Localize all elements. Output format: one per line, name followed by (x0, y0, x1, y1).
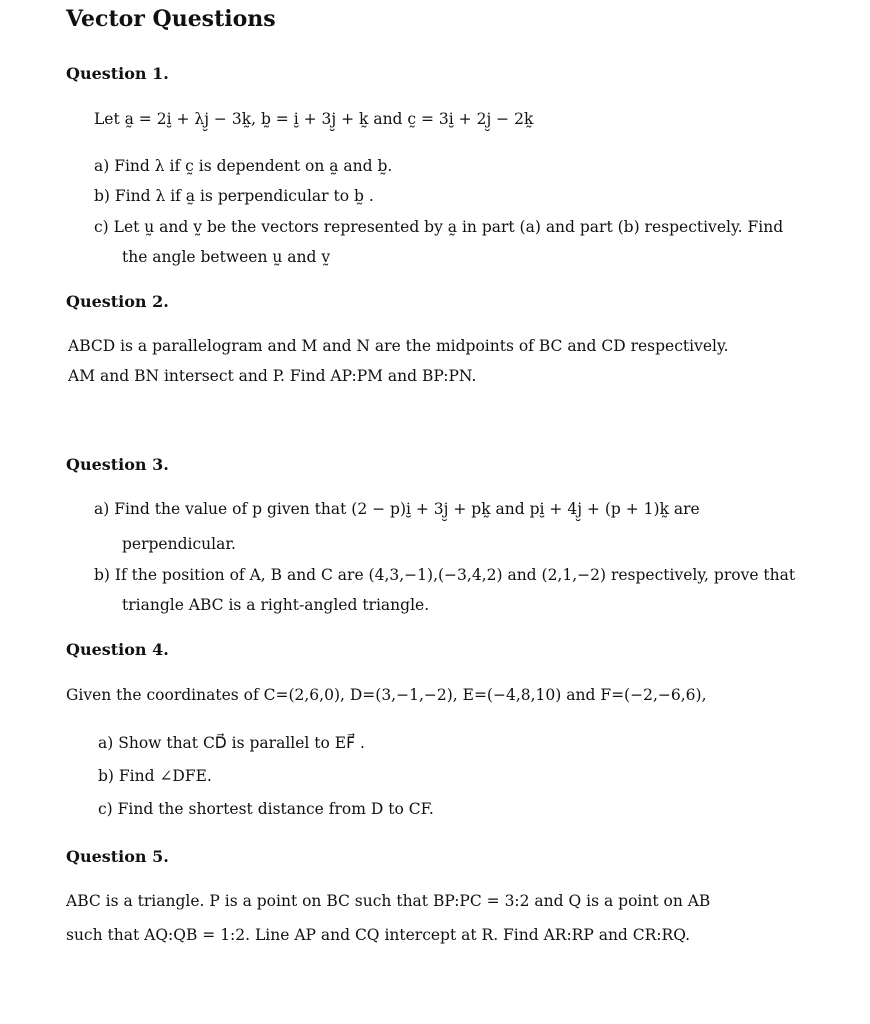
question-3-part-a: a) Find the value of p given that (2 − p)i̮ + 3j̮ + pk̰ and pi̮ + 4j̮ + (p + 1)k̰ are (94, 500, 700, 518)
question-2-heading: Question 2. (66, 292, 169, 311)
question-2-line-2: AM and BN intersect and P. Find AP:PM and BP:PN. (68, 367, 477, 385)
question-3-heading: Question 3. (66, 455, 169, 474)
page-title: Vector Questions (66, 6, 276, 32)
question-4-part-a: a) Show that CD⃗ is parallel to EF⃗ . (98, 734, 365, 752)
question-3-part-b-continued: triangle ABC is a right-angled triangle. (122, 596, 430, 614)
question-1-part-c: c) Let ṵ and v̰ be the vectors represented by a̰ in part (a) and part (b) respectively. Find (94, 218, 784, 236)
question-4-intro: Given the coordinates of C=(2,6,0), D=(3,−1,−2), E=(−4,8,10) and F=(−2,−6,6), (66, 686, 707, 704)
question-5-line-2: such that AQ:QB = 1:2. Line AP and CQ intercept at R. Find AR:RP and CR:RQ. (66, 926, 691, 944)
question-3-part-a-continued: perpendicular. (122, 535, 236, 553)
question-1-part-b: b) Find λ if a̰ is perpendicular to b̰ . (94, 187, 374, 205)
question-1-heading: Question 1. (66, 64, 169, 83)
question-4-part-b: b) Find ∠DFE. (98, 767, 212, 785)
question-5-heading: Question 5. (66, 847, 169, 866)
question-1-part-c-continued: the angle between ṵ and v̰ (122, 248, 331, 266)
question-1-part-a: a) Find λ if c̰ is dependent on a̰ and b̰. (94, 157, 393, 175)
question-4-part-c: c) Find the shortest distance from D to CF. (98, 800, 434, 818)
question-1-intro: Let a̰ = 2i̮ + λj̮ − 3k̰, b̰ = i̮ + 3j̮ + k̰ and c̰ = 3i̮ + 2j̮ − 2k̰ (94, 110, 534, 128)
question-4-heading: Question 4. (66, 640, 169, 659)
question-3-part-b: b) If the position of A, B and C are (4,3,−1),(−3,4,2) and (2,1,−2) respectively, prove that (94, 566, 796, 584)
question-5-line-1: ABC is a triangle. P is a point on BC such that BP:PC = 3:2 and Q is a point on AB (66, 892, 711, 910)
question-2-line-1: ABCD is a parallelogram and M and N are the midpoints of BC and CD respectively. (68, 337, 729, 355)
